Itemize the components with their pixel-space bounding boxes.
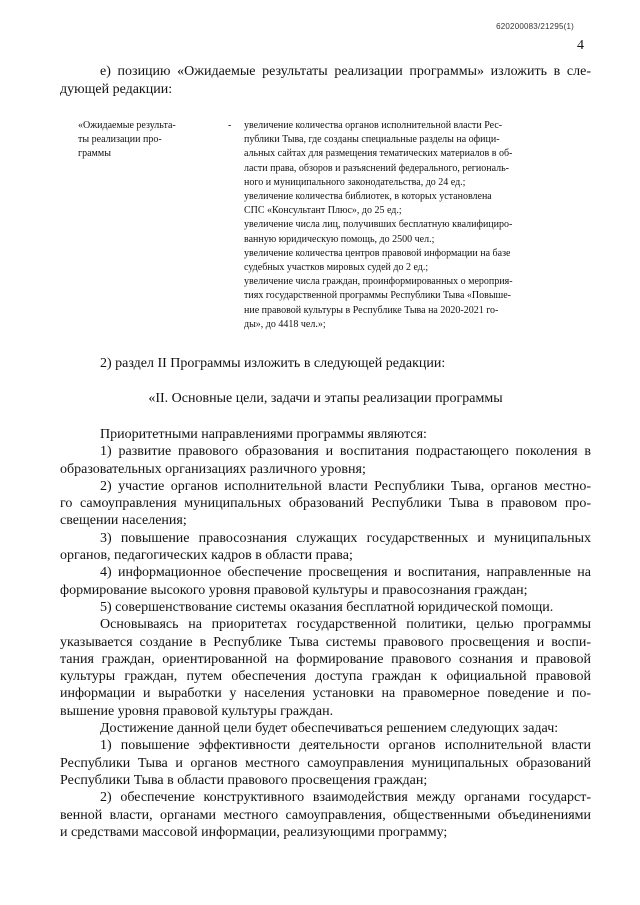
intro-line: е) позицию «Ожидаемые результаты реализации программы» изложить в сле- — [100, 64, 591, 79]
table-right-line: альных сайтах для размещения тематических материалов в об- — [244, 148, 513, 160]
body-line: Республики Тыва и органов местного самоуправления муниципальных образований — [60, 755, 591, 771]
body-line: 2) обеспечение конструктивного взаимодействия между органами государст- — [100, 790, 591, 806]
body-line: информации и выработки у населения установки на правомерное поведение и по- — [60, 686, 591, 702]
body-line: го самоуправления муниципальных образований Республики Тыва в правовом про- — [60, 496, 591, 512]
body-line: органов, педагогических кадров в области права; — [60, 548, 353, 564]
table-dash: - — [228, 120, 232, 131]
table-right-line: ды», до 4418 чел.»; — [244, 318, 326, 330]
table-right-cell — [244, 119, 594, 332]
table-right-line: увеличение количества органов исполнительной власти Рес- — [244, 120, 503, 131]
table-right-line: ние правовой культуры в Республике Тыва на 2020-2021 го- — [244, 304, 499, 316]
table-right-line: ласти права, обзоров и разъяснений федерального, региональ- — [244, 162, 509, 174]
body-line: 4) информационное обеспечение просвещения и воспитания, направленные на — [100, 565, 591, 581]
body-line: культуры граждан, путем обеспечения доступа граждан к официальной правовой — [60, 669, 591, 685]
table-left-cell — [78, 119, 218, 162]
body-line: тания граждан, ориентированной на формирование правового сознания и правовой — [60, 651, 591, 667]
section-title: «II. Основные цели, задачи и этапы реализации программы — [148, 391, 503, 406]
body-text — [60, 426, 591, 841]
table-right-line: увеличение количества библиотек, в которых установлена — [244, 191, 492, 203]
body-line: Приоритетными направлениями программы являются: — [100, 427, 427, 442]
body-line: и средствами массовой информации, реализующими программу; — [60, 824, 448, 840]
body-line: вышение уровня правовой культуры граждан. — [60, 703, 334, 719]
table-right-line: СПС «Консультант Плюс», до 25 ед.; — [244, 205, 402, 217]
page-number: 4 — [577, 38, 584, 53]
section2-intro — [60, 355, 591, 373]
table-left-line: ты реализации про- — [78, 134, 162, 146]
body-line: образовательных организациях различного уровня; — [60, 461, 366, 477]
table-right-line: увеличение числа граждан, проинформированных о мероприя- — [244, 276, 513, 288]
body-line: Республики Тыва в области правового просвещения граждан; — [60, 772, 428, 788]
table-right-line: судебных участков мировых судей до 2 ед.; — [244, 262, 429, 274]
body-line: 2) участие органов исполнительной власти Республики Тыва, органов местно- — [100, 478, 591, 494]
body-line: 3) повышение правосознания служащих государственных и муниципальных — [100, 530, 591, 546]
table-right-line: тиях государственной программы Республики Тыва «Повыше- — [244, 290, 512, 302]
body-line: Достижение данной цели будет обеспечиваться решением следующих задач: — [100, 721, 559, 737]
body-line: 1) развитие правового образования и воспитания подрастающего поколения в — [100, 444, 591, 460]
table-left-line: граммы — [78, 148, 111, 160]
body-line: свещении населения; — [60, 513, 187, 529]
table-right-line: ного и муниципального законодательства, до 24 ед.; — [244, 176, 466, 188]
body-line: венной власти, органами местного самоуправления, общественными объединениями — [60, 807, 591, 823]
table-right-line: ванную юридическую помощь, до 2500 чел.; — [244, 233, 435, 245]
body-line: Основываясь на приоритетах государственной политики, целью программы — [100, 617, 591, 633]
body-line: указывается создание в Республике Тыва системы правового просвещения и воспи- — [60, 634, 591, 650]
table-right-line: увеличение числа лиц, получивших бесплатную квалифициро- — [244, 219, 513, 231]
body-line: формирование высокого уровня правовой культуры и правосознания граждан; — [60, 582, 528, 598]
table-right-line: увеличение количества центров правовой информации на базе — [244, 247, 511, 259]
document-id: 620200083/21295(1) — [496, 22, 574, 31]
intro-paragraph — [60, 63, 591, 99]
intro-line: дующей редакции: — [60, 82, 173, 97]
section2-intro-line: 2) раздел II Программы изложить в следующей редакции: — [100, 356, 446, 371]
table-left-line: «Ожидаемые результа- — [78, 120, 176, 131]
body-line: 1) повышение эффективности деятельности органов исполнительной власти — [100, 738, 591, 754]
table-right-line: публики Тыва, где созданы специальные разделы на офици- — [244, 134, 500, 146]
body-line: 5) совершенствование системы оказания бесплатной юридической помощи. — [100, 599, 554, 615]
